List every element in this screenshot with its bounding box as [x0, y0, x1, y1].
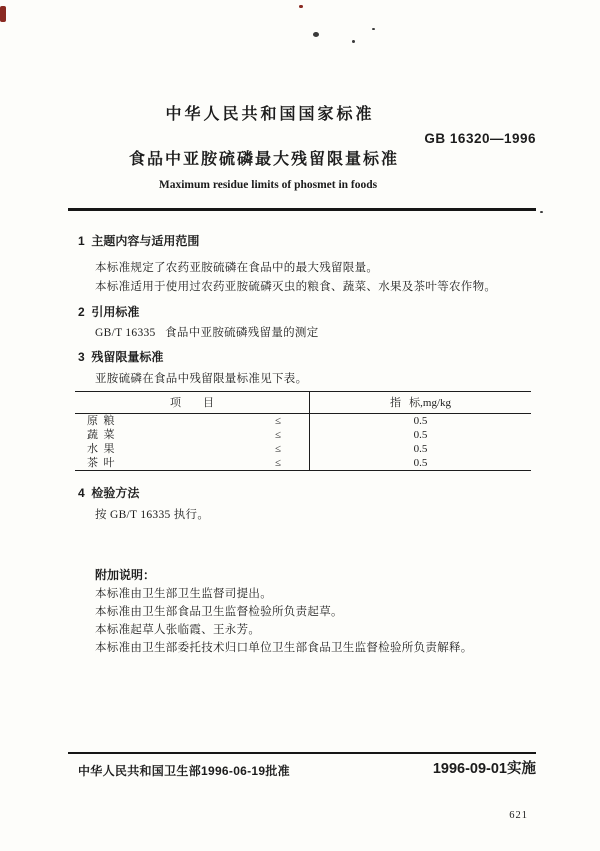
table-header-item: 项 目: [75, 392, 310, 413]
note-line-4: 本标准由卫生部委托技术归口单位卫生部食品卫生监督检验所负责解释。: [95, 642, 473, 654]
table-header-value: 指 标,mg/kg: [389, 397, 452, 409]
scan-speck-2: [352, 40, 355, 43]
table-cell-item-group: [75, 456, 310, 470]
footer-rule: [68, 752, 536, 754]
note-line-1: 本标准由卫生部卫生监督司提出。: [95, 588, 272, 600]
scan-speck-1: [313, 32, 319, 37]
section-3-heading: 3 残留限量标准: [78, 350, 164, 364]
less-equal-symbol: ≤: [274, 429, 281, 441]
document-title-cn: 食品中亚胺硫磷最大残留限量标准: [128, 151, 399, 168]
table-cell-item-group: [75, 428, 310, 442]
table-header-row: [75, 392, 531, 414]
table-cell-item: 茶 叶: [87, 457, 115, 469]
section-3-paragraph-1: 亚胺硫磷在食品中残留限量标准见下表。: [95, 373, 308, 385]
table-cell-item-group: [75, 442, 310, 456]
scan-speck-3: [372, 28, 375, 30]
table-cell-item: 原 粮: [87, 415, 115, 427]
page-number: 621: [509, 810, 528, 821]
approval-statement: 中华人民共和国卫生部1996-06-19批准: [78, 764, 290, 778]
table-row: [75, 414, 531, 428]
section-1-paragraph-1: 本标准规定了农药亚胺硫磷在食品中的最大残留限量。: [95, 262, 379, 274]
table-cell-value: 0.5: [413, 429, 428, 441]
less-equal-symbol: ≤: [274, 443, 281, 455]
scan-speck-4: [540, 211, 543, 213]
standard-code: GB 16320—1996: [424, 131, 536, 146]
section-2-paragraph-1: GB/T 16335 食品中亚胺硫磷残留量的测定: [95, 327, 319, 339]
table-cell-value: 0.5: [413, 415, 428, 427]
table-row: [75, 428, 531, 442]
less-equal-symbol: ≤: [274, 457, 281, 469]
section-2-heading: 2 引用标准: [78, 305, 140, 319]
section-4-heading: 4 检验方法: [78, 486, 140, 500]
scan-mark-red-edge: [0, 6, 6, 22]
header-rule: [68, 208, 536, 211]
residue-limits-table: [75, 391, 531, 471]
document-title-en: Maximum residue limits of phosmet in foods: [158, 179, 378, 191]
note-line-3: 本标准起草人张临霞、王永芳。: [95, 624, 261, 636]
section-4-paragraph-1: 按 GB/T 16335 执行。: [95, 509, 210, 521]
section-1-heading: 1 主题内容与适用范围: [78, 234, 200, 248]
table-cell-item: 蔬 菜: [87, 429, 115, 441]
table-row: [75, 456, 531, 470]
implementation-date: 1996-09-01实施: [432, 761, 536, 777]
less-equal-symbol: ≤: [274, 415, 281, 427]
table-cell-item: 水 果: [87, 443, 115, 455]
table-row: [75, 442, 531, 456]
table-cell-item-group: [75, 414, 310, 428]
scan-mark-red-dot: [299, 5, 303, 8]
note-line-2: 本标准由卫生部食品卫生监督检验所负责起草。: [95, 606, 343, 618]
section-1-paragraph-2: 本标准适用于使用过农药亚胺硫磷灭虫的粮食、蔬菜、水果及茶叶等农作物。: [95, 281, 497, 293]
notes-heading: 附加说明：: [95, 568, 156, 582]
table-cell-value: 0.5: [413, 443, 428, 455]
table-cell-value: 0.5: [413, 457, 428, 469]
standard-category-label: 中华人民共和国国家标准: [165, 106, 375, 123]
